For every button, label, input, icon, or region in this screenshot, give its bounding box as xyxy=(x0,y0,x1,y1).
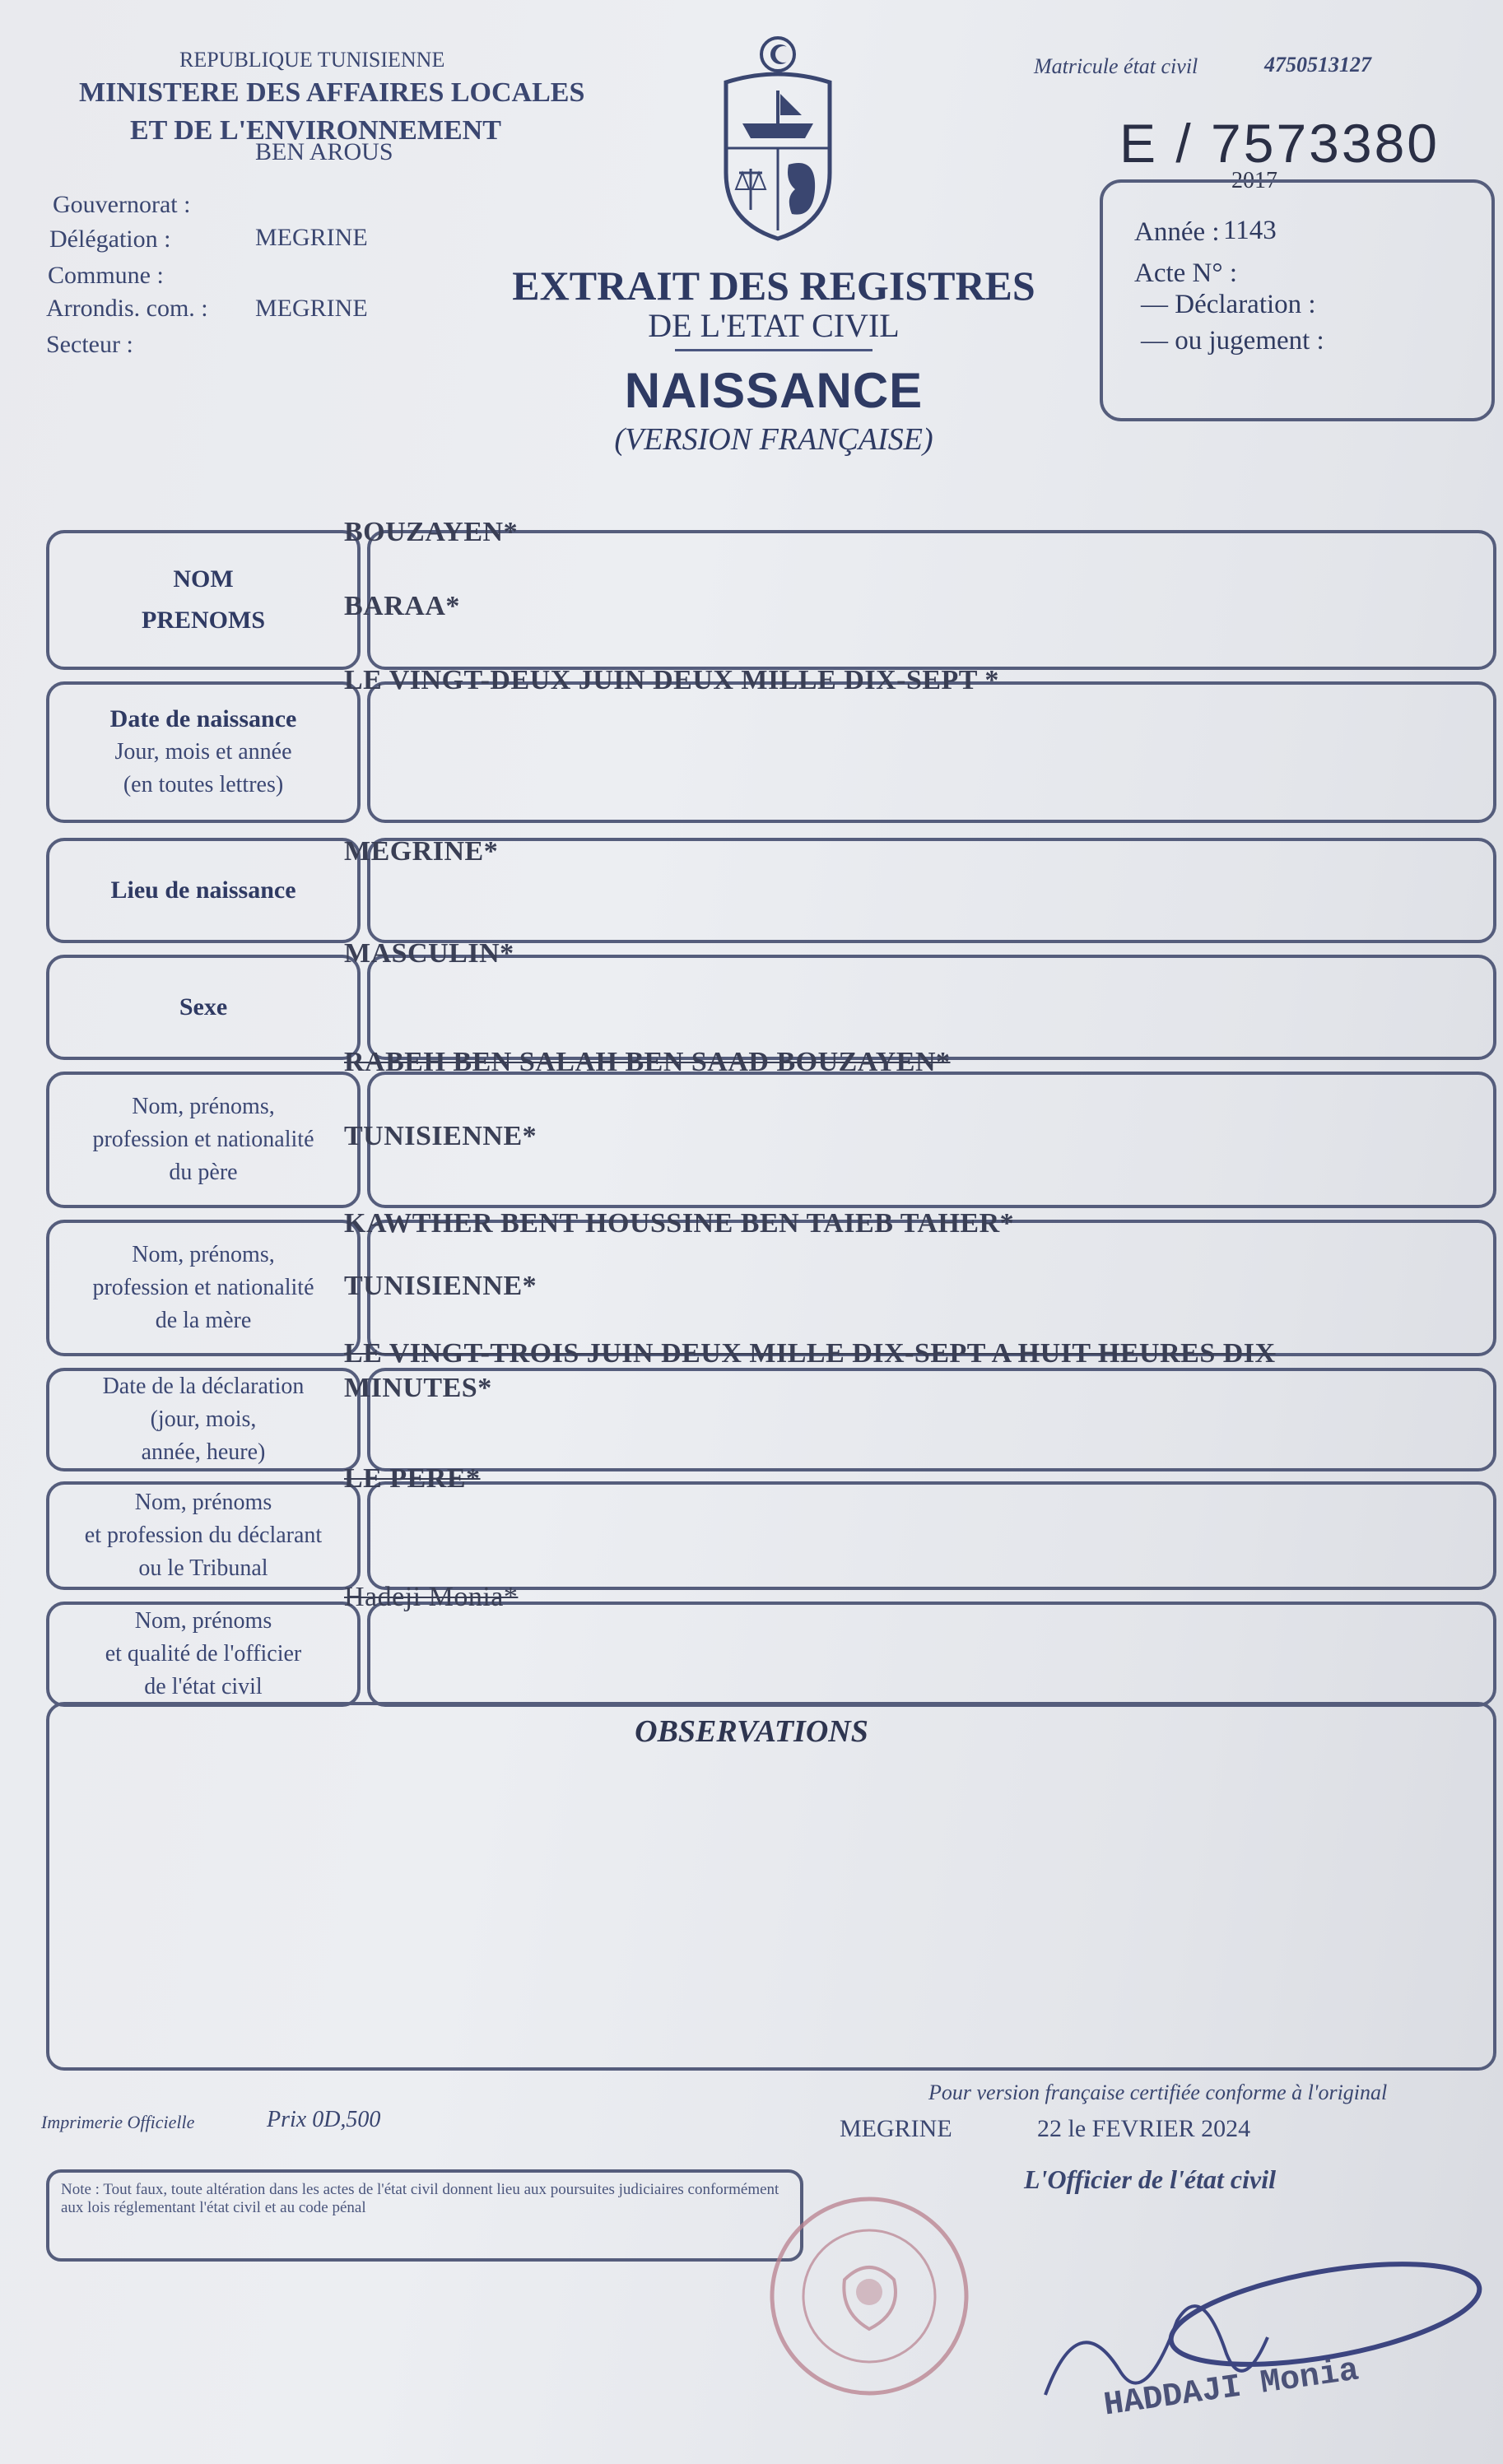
date-naissance-label-box xyxy=(46,681,361,823)
row-sexe xyxy=(46,938,1496,1060)
date-naissance-value-box xyxy=(367,681,1496,823)
row-lieu-naissance xyxy=(46,838,1496,943)
document-title: EXTRAIT DES REGISTRES xyxy=(512,263,1035,309)
sexe-label: Sexe xyxy=(179,993,228,1020)
matricule-label: Matricule état civil xyxy=(1034,54,1198,78)
title-divider xyxy=(675,349,872,351)
declaration-date-value-line2: MINUTES* xyxy=(344,1373,492,1403)
date-value: 22 le FEVRIER 2024 xyxy=(1037,2115,1251,2142)
legal-note-box xyxy=(46,2169,803,2262)
sexe-value: MASCULIN* xyxy=(344,938,514,969)
republic-label: REPUBLIQUE TUNISIENNE xyxy=(179,48,445,72)
nom-value: BOUZAYEN* xyxy=(344,517,519,547)
certified-text: Pour version française certifiée conforme à l'original xyxy=(928,2080,1388,2104)
lieu-label: Lieu de naissance xyxy=(110,876,296,904)
municipal-seal-icon xyxy=(762,2189,976,2403)
observations-title: OBSERVATIONS xyxy=(635,1714,868,1749)
annee-label: Année : xyxy=(1134,217,1220,247)
mere-nationality-value: TUNISIENNE* xyxy=(344,1271,537,1301)
row-declarant xyxy=(46,1463,1496,1590)
officier-value: Hadeji Monia* xyxy=(344,1582,519,1612)
mere-label-line3: de la mère xyxy=(155,1308,252,1333)
row-nom-prenoms xyxy=(46,517,1496,670)
mere-label-line2: profession et nationalité xyxy=(92,1275,314,1300)
mere-label-line1: Nom, prénoms, xyxy=(132,1242,275,1267)
document-type: NAISSANCE xyxy=(624,363,924,418)
legal-note-text: Note : Tout faux, toute altération dans les actes de l'état civil donnent lieu aux poursuites judiciaires conformément aux lois réglementant l'état civil et au code pénal xyxy=(61,2181,779,2216)
nom-prenoms-label-box xyxy=(46,530,361,670)
lieu-value-box xyxy=(367,838,1496,943)
document-subtitle: DE L'ETAT CIVIL xyxy=(648,307,900,344)
officer-title: L'Officier de l'état civil xyxy=(1024,2164,1276,2194)
mere-name-value: KAWTHER BENT HOUSSINE BEN TAIEB TAHER* xyxy=(344,1208,1015,1239)
jugement-label: — ou jugement : xyxy=(1141,326,1324,356)
declaration-label: — Déclaration : xyxy=(1141,290,1316,319)
gouvernorat-label: Gouvernorat : xyxy=(53,191,191,218)
officier-label-box xyxy=(46,1602,361,1707)
mere-label-box xyxy=(46,1220,361,1356)
lieu-label-box xyxy=(46,838,361,943)
nom-label: NOM xyxy=(173,565,234,593)
sexe-label-box xyxy=(46,955,361,1060)
pere-label-line3: du père xyxy=(169,1160,238,1185)
officier-label-line2: et qualité de l'officier xyxy=(105,1641,302,1667)
pere-name-value: RABEH BEN SALAH BEN SAAD BOUZAYEN* xyxy=(344,1047,951,1077)
signature-scribble-icon xyxy=(1029,2271,1276,2436)
serial-number: E / 7573380 xyxy=(1119,113,1440,174)
matricule-value: 4750513127 xyxy=(1264,53,1371,77)
date-naissance-note: (en toutes lettres) xyxy=(123,772,284,797)
row-declaration xyxy=(46,1338,1496,1471)
declaration-date-label-line1: Date de la déclaration xyxy=(102,1374,305,1399)
date-naissance-sublabel: Jour, mois et année xyxy=(114,739,292,765)
pere-nationality-value: TUNISIENNE* xyxy=(344,1121,537,1151)
lieu-value: MEGRINE* xyxy=(344,836,499,867)
declaration-date-value-line1: LE VINGT-TROIS JUIN DEUX MILLE DIX-SEPT A HUIT HEURES DIX xyxy=(344,1338,1276,1369)
printer-label: Imprimerie Officielle xyxy=(41,2112,195,2132)
city-label: BEN AROUS xyxy=(255,138,393,165)
declarant-label-line1: Nom, prénoms xyxy=(134,1490,272,1515)
pere-label-box xyxy=(46,1072,361,1208)
prenoms-label: PRENOMS xyxy=(142,607,265,634)
officier-label-line3: de l'état civil xyxy=(144,1674,263,1699)
annee-value: 1143 xyxy=(1223,216,1277,245)
ministry-line2: ET DE L'ENVIRONNEMENT xyxy=(130,115,501,146)
observations-box xyxy=(46,1702,1496,2071)
declaration-date-label-line3: année, heure) xyxy=(141,1439,266,1465)
declarant-value-box xyxy=(367,1481,1496,1590)
declarant-label-line2: et profession du déclarant xyxy=(84,1523,323,1548)
delegation-value: MEGRINE xyxy=(255,224,368,251)
signature-name: HADDAJI Monia xyxy=(1101,2352,1361,2425)
place-value: MEGRINE xyxy=(840,2115,952,2142)
row-date-naissance xyxy=(46,665,1496,823)
nom-prenoms-value-box xyxy=(367,530,1496,670)
row-pere xyxy=(46,1047,1496,1208)
pere-label-line1: Nom, prénoms, xyxy=(132,1094,275,1119)
date-naissance-value: LE VINGT-DEUX JUIN DEUX MILLE DIX-SEPT * xyxy=(344,665,999,695)
officier-label-line1: Nom, prénoms xyxy=(134,1608,272,1634)
pere-label-line2: profession et nationalité xyxy=(92,1127,314,1152)
acte-number-label: Acte N° : xyxy=(1134,258,1237,288)
coat-of-arms-icon xyxy=(710,33,846,247)
year-note: 2017 xyxy=(1231,168,1277,193)
declaration-value-box xyxy=(367,1368,1496,1471)
declaration-date-label-line2: (jour, mois, xyxy=(150,1406,257,1432)
row-mere xyxy=(46,1208,1496,1356)
declarant-value: LE PERE* xyxy=(344,1463,481,1494)
declarant-label-line3: ou le Tribunal xyxy=(138,1555,268,1581)
declaration-label-box xyxy=(46,1368,361,1471)
arrondis-label: Arrondis. com. : xyxy=(46,295,208,322)
date-naissance-label: Date de naissance xyxy=(109,705,297,732)
ministry-line1: MINISTERE DES AFFAIRES LOCALES xyxy=(79,77,585,108)
price-label: Prix 0D,500 xyxy=(267,2107,381,2132)
delegation-label: Délégation : xyxy=(49,225,171,253)
row-officier xyxy=(46,1582,1496,1707)
version-label: (VERSION FRANÇAISE) xyxy=(614,422,933,457)
commune-label: Commune : xyxy=(48,262,164,289)
declarant-label-box xyxy=(46,1481,361,1590)
officier-value-box xyxy=(367,1602,1496,1707)
prenoms-value: BARAA* xyxy=(344,591,460,621)
arrondis-value: MEGRINE xyxy=(255,295,368,322)
sexe-value-box xyxy=(367,955,1496,1060)
secteur-label: Secteur : xyxy=(46,331,133,358)
